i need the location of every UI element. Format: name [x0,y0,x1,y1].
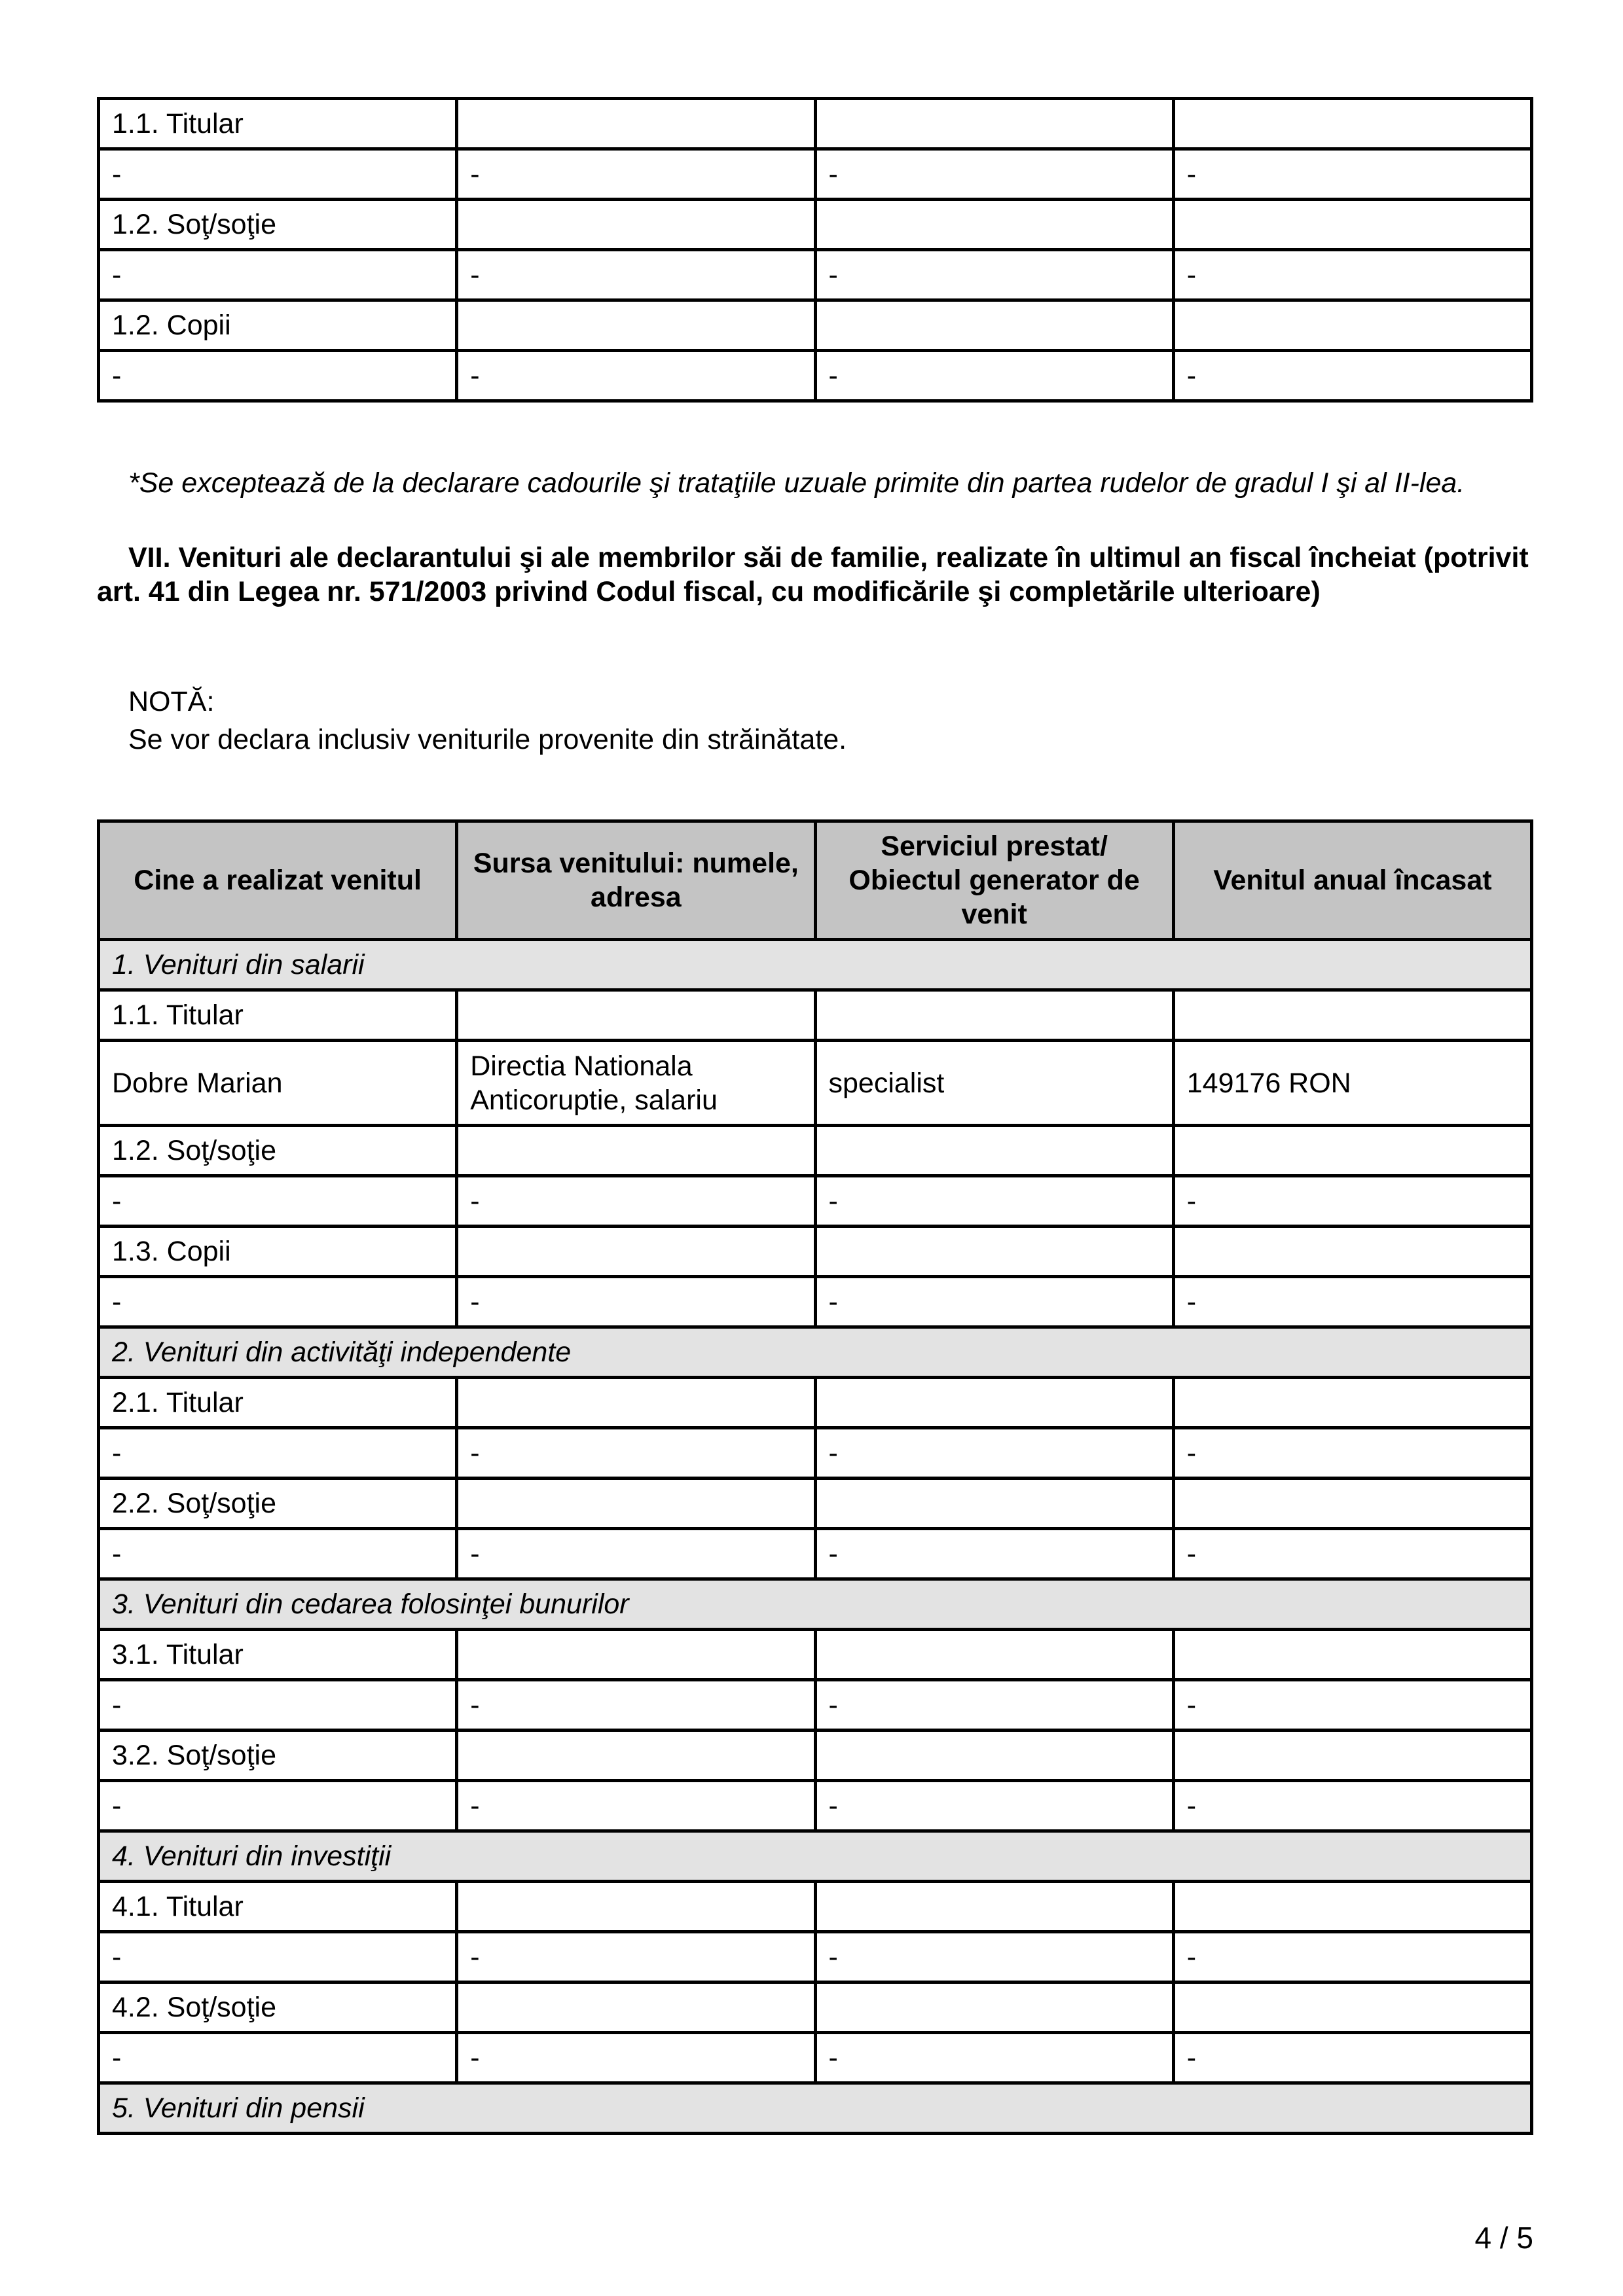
income-table [97,819,1533,2135]
table-cell: - [99,1428,457,1479]
table-cell: - [99,1277,457,1327]
section-row [99,1831,1532,1882]
table-row [99,99,1532,149]
table-row [99,1882,1532,1932]
table-cell: - [1173,1529,1531,1579]
table-cell: - [1173,250,1531,300]
table-cell: 4.1. Titular [99,1882,457,1932]
table-cell [457,1882,815,1932]
table-row [99,1529,1532,1579]
table-cell: Directia Nationala Anticoruptie, salariu [457,1041,815,1126]
table-cell: - [457,1932,815,1982]
table-cell [457,300,815,351]
table-cell: Dobre Marian [99,1041,457,1126]
table-row [99,1932,1532,1982]
table-cell [1173,200,1531,250]
table-cell [1173,1479,1531,1529]
table-cell [815,1982,1173,2033]
section-title: 5. Venituri din pensii [99,2083,1532,2134]
table-cell: - [457,351,815,401]
table-row [99,1227,1532,1277]
table-cell [457,1126,815,1176]
note-text: Se vor declara inclusiv veniturile provenite din străinătate. [128,724,847,755]
table-row [99,149,1532,200]
table-cell [815,1227,1173,1277]
table-cell: - [1173,1277,1531,1327]
section-title: 4. Venituri din investiţii [99,1831,1532,1882]
table-row [99,1277,1532,1327]
table-cell: 4.2. Soţ/soţie [99,1982,457,2033]
table-cell: - [1173,351,1531,401]
table-cell [815,990,1173,1041]
table-cell [815,99,1173,149]
table-cell [815,1378,1173,1428]
table-cell: - [815,1277,1173,1327]
table-cell: - [99,2033,457,2083]
section-row [99,940,1532,990]
table-cell [457,1982,815,2033]
table-cell [1173,1882,1531,1932]
table-cell: - [99,351,457,401]
table-cell: - [1173,1428,1531,1479]
table-cell: - [815,250,1173,300]
table-cell: - [1173,2033,1531,2083]
table-cell: - [1173,1781,1531,1831]
table-row [99,351,1532,401]
table-cell: - [457,2033,815,2083]
table-cell [815,1882,1173,1932]
table-cell [1173,1227,1531,1277]
section-row [99,2083,1532,2134]
table-cell: - [815,1176,1173,1227]
table-cell [1173,1126,1531,1176]
table-cell: - [815,149,1173,200]
table-cell [457,1479,815,1529]
table-cell [457,990,815,1041]
table-cell: - [99,1781,457,1831]
table-cell: 1.1. Titular [99,990,457,1041]
table-cell: 2.1. Titular [99,1378,457,1428]
table-row [99,1176,1532,1227]
section-row [99,1579,1532,1630]
table-cell [1173,1630,1531,1680]
table-cell: 1.2. Copii [99,300,457,351]
table-cell [457,1227,815,1277]
table-cell: - [815,1680,1173,1731]
table-cell [1173,1731,1531,1781]
section-title: 2. Venituri din activităţi independente [99,1327,1532,1378]
page-number: 4 / 5 [1474,2221,1533,2255]
table-cell: - [457,1529,815,1579]
table-cell [1173,300,1531,351]
table-cell [815,200,1173,250]
table-cell [1173,99,1531,149]
table-cell [1173,1982,1531,2033]
table-cell: - [457,1176,815,1227]
table-cell [815,300,1173,351]
table-row [99,1428,1532,1479]
table-row [99,1982,1532,2033]
table-cell [815,1479,1173,1529]
table-cell: - [457,250,815,300]
table-row [99,1479,1532,1529]
table-cell: - [815,351,1173,401]
table-cell: - [815,2033,1173,2083]
table-cell: - [457,1781,815,1831]
table-cell: - [815,1428,1173,1479]
table-cell: - [99,1680,457,1731]
table-cell: - [815,1781,1173,1831]
table-cell [1173,1378,1531,1428]
table-cell [1173,990,1531,1041]
table-cell: - [815,1932,1173,1982]
table-cell: 1.1. Titular [99,99,457,149]
table-row [99,1680,1532,1731]
table-row [99,1041,1532,1126]
table-cell: 2.2. Soţ/soţie [99,1479,457,1529]
table-cell: - [457,1428,815,1479]
table-cell [815,1630,1173,1680]
table-row [99,2033,1532,2083]
table-row [99,300,1532,351]
section-title: 3. Venituri din cedarea folosinţei bunurilor [99,1579,1532,1630]
table-cell: - [457,1277,815,1327]
table-row [99,990,1532,1041]
table-row [99,1378,1532,1428]
header-serviciul-prestat: Serviciul prestat/ Obiectul generator de venit [815,821,1173,940]
table-cell [815,1731,1173,1781]
table-cell: specialist [815,1041,1173,1126]
table-cell: - [457,149,815,200]
table-cell: - [99,250,457,300]
table-cell: - [1173,1932,1531,1982]
table-cell: 3.2. Soţ/soţie [99,1731,457,1781]
table-cell: - [99,1529,457,1579]
table-cell: 1.2. Soţ/soţie [99,200,457,250]
table-cell: - [815,1529,1173,1579]
table-cell [457,200,815,250]
table-cell: - [1173,149,1531,200]
income-table-header-row [99,821,1532,940]
header-cine-a-realizat: Cine a realizat venitul [99,821,457,940]
section-title: 1. Venituri din salarii [99,940,1532,990]
table-cell [815,1126,1173,1176]
table-cell: 149176 RON [1173,1041,1531,1126]
table-cell: - [1173,1176,1531,1227]
table-cell: - [457,1680,815,1731]
section-heading: VII. Venituri ale declarantului şi ale membrilor săi de familie, realizate în ultimul an fiscal încheiat (potrivit art. 41 din Legea nr. 571/2003 privind Codul fiscal, cu modificările şi completările ulterioare) [97,542,1529,607]
table-cell: - [99,149,457,200]
table-cell [457,1378,815,1428]
table-cell: 1.3. Copii [99,1227,457,1277]
table-row [99,250,1532,300]
table-cell [457,1731,815,1781]
table-cell: - [1173,1680,1531,1731]
table-row [99,200,1532,250]
header-venitul-anual: Venitul anual încasat [1173,821,1531,940]
table-row [99,1781,1532,1831]
table-cell: - [99,1176,457,1227]
table-cell: - [99,1932,457,1982]
table-row [99,1630,1532,1680]
note-label: NOTĂ: [128,686,215,717]
table-cell: 3.1. Titular [99,1630,457,1680]
table-row [99,1126,1532,1176]
table-cell: 1.2. Soţ/soţie [99,1126,457,1176]
footnote: *Se exceptează de la declarare cadourile şi trataţiile uzuale primite din partea rudelor de gradul I şi al II-lea. [128,467,1465,499]
table-row [99,1731,1532,1781]
table-cell [457,99,815,149]
gifts-table [97,97,1533,403]
table-cell [457,1630,815,1680]
section-row [99,1327,1532,1378]
header-sursa-venitului: Sursa venitului: numele, adresa [457,821,815,940]
